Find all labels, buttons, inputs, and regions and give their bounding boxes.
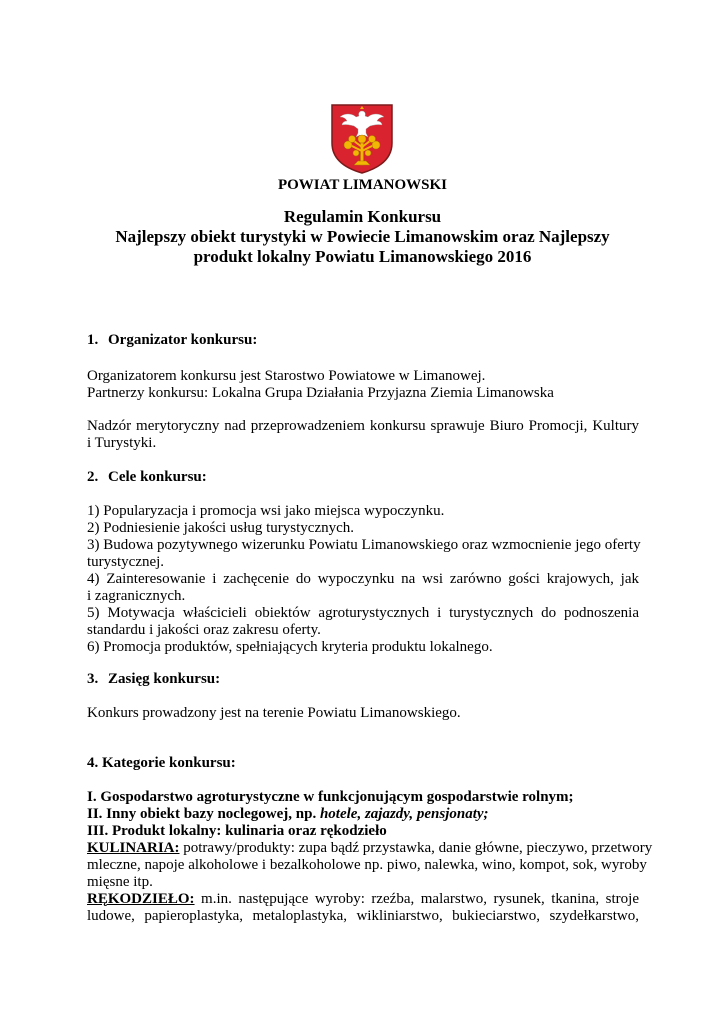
- text-line: mleczne, napoje alkoholowe i bezalkoholowe np. piwo, nalewka, wino, kompot, sok, wyroby: [87, 857, 647, 873]
- section-number: 2.: [87, 469, 99, 485]
- category-item: [87, 806, 639, 823]
- section-heading-text: Organizator konkursu:: [108, 332, 258, 348]
- organization-name: POWIAT LIMANOWSKI: [277, 177, 448, 193]
- handicraft-line: [87, 891, 639, 908]
- section-heading-scope: [87, 671, 639, 688]
- section-heading-categories: [87, 755, 639, 772]
- goals-list: [87, 503, 639, 656]
- section-heading-text: Zasięg konkursu:: [108, 671, 221, 687]
- coat-of-arms-icon: [330, 103, 394, 175]
- list-item: standardu i jakości oraz zakresu oferty.: [87, 622, 321, 638]
- category-examples: hotele, zajazdy, pensjonaty;: [319, 806, 489, 822]
- paragraph: [87, 705, 639, 722]
- text-line: Konkurs prowadzony jest na terenie Powiatu Limanowskiego.: [87, 705, 461, 721]
- list-item: 2) Podniesienie jakości usług turystycznych.: [87, 520, 355, 536]
- category-item: III. Produkt lokalny: kulinaria oraz rękodzieło: [87, 823, 387, 839]
- section-heading-organizer: [87, 332, 639, 349]
- list-item: i zagranicznych.: [87, 588, 186, 604]
- paragraph: [87, 368, 639, 402]
- paragraph: [87, 418, 639, 452]
- text-fragment: m.in. następujące wyroby: rzeźba, malarstwo, rysunek, tkanina, stroje: [201, 891, 639, 907]
- title-line: Najlepszy obiekt turystyki w Powiecie Limanowskim oraz Najlepszy: [115, 227, 610, 246]
- text-fragment: potrawy/produkty: zupa bądź przystawka, danie główne, pieczywo, przetwory: [183, 840, 653, 856]
- text-line: i Turystyki.: [87, 435, 157, 451]
- culinary-line: [87, 840, 653, 857]
- category-text: II. Inny obiekt bazy noclegowej, np.: [87, 806, 317, 822]
- section-number: 1.: [87, 332, 99, 348]
- title-line: Regulamin Konkursu: [283, 207, 442, 226]
- list-item: 4) Zainteresowanie i zachęcenie do wypoczynku na wsi zarówno gości krajowych, jak: [87, 571, 639, 587]
- text-line: Nadzór merytoryczny nad przeprowadzeniem konkursu sprawuje Biuro Promocji, Kultury: [87, 418, 639, 434]
- category-item: I. Gospodarstwo agroturystyczne w funkcjonującym gospodarstwie rolnym;: [87, 789, 574, 805]
- list-item: 1) Popularyzacja i promocja wsi jako miejsca wypoczynku.: [87, 503, 445, 519]
- list-item: 5) Motywacja właścicieli obiektów agroturystycznych i turystycznych do podnoszenia: [87, 605, 639, 621]
- list-item: 3) Budowa pozytywnego wizerunku Powiatu Limanowskiego oraz wzmocnienie jego oferty: [87, 537, 641, 553]
- text-line: Partnerzy konkursu: Lokalna Grupa Działania Przyjazna Ziemia Limanowska: [87, 385, 554, 401]
- handicraft-label: RĘKODZIEŁO:: [87, 891, 195, 907]
- text-line: Organizatorem konkursu jest Starostwo Powiatowe w Limanowej.: [87, 368, 486, 384]
- section-number: 3.: [87, 671, 99, 687]
- list-item: 6) Promocja produktów, spełniających kryteria produktu lokalnego.: [87, 639, 493, 655]
- text-line: ludowe, papieroplastyka, metaloplastyka, wikliniarstwo, bukieciarstwo, szydełkarstwo,: [87, 908, 639, 924]
- section-heading-text: 4. Kategorie konkursu:: [87, 755, 236, 771]
- section-heading-goals: [87, 469, 639, 486]
- text-line: mięsne itp.: [87, 874, 153, 890]
- section-heading-text: Cele konkursu:: [108, 469, 207, 485]
- document-title: [90, 207, 635, 267]
- categories-list: [87, 789, 653, 925]
- title-line: produkt lokalny Powiatu Limanowskiego 2016: [193, 247, 532, 266]
- list-item: turystycznej.: [87, 554, 165, 570]
- culinary-label: KULINARIA:: [87, 840, 180, 856]
